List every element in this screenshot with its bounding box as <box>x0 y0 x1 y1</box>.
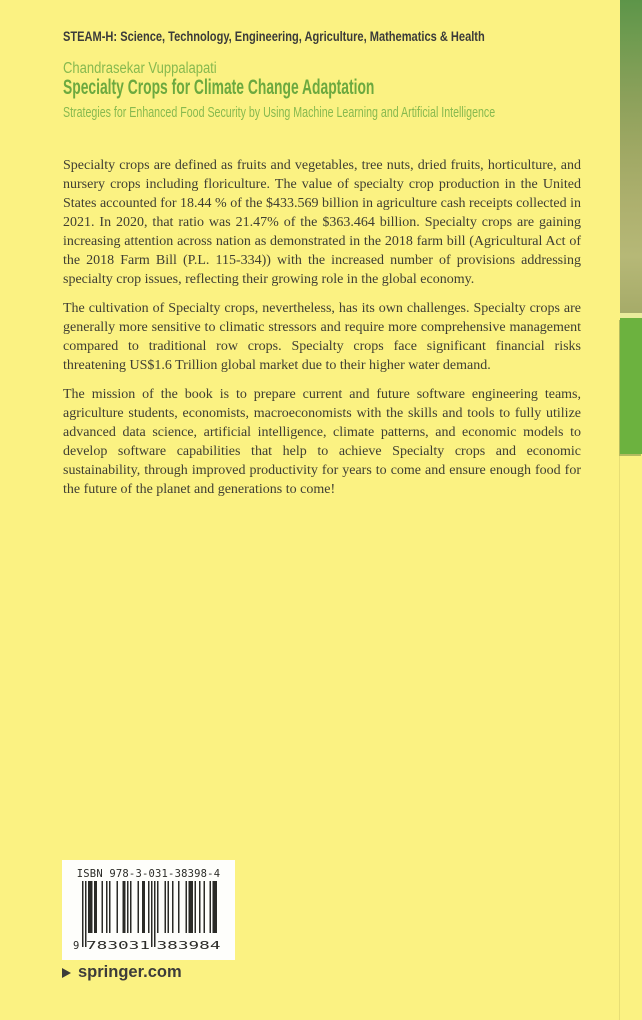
svg-text:383984: 383984 <box>156 940 221 951</box>
svg-text:783031: 783031 <box>86 940 150 951</box>
cover-fold-line <box>619 454 620 1020</box>
publisher-url: springer.com <box>78 963 182 981</box>
ean13-barcode <box>62 881 235 951</box>
svg-text:9: 9 <box>73 940 80 951</box>
publisher-footer <box>62 963 182 982</box>
description-paragraph: The cultivation of Specialty crops, nevertheless, has its own challenges. Specialty crops are generally more sensitive to climatic stressors and require more comprehensive management compared to traditional row crops. Specialty crops face significant financial risks threatening US$1.6 Trillion global market due to their higher water demand. <box>63 301 581 373</box>
book-subtitle: Strategies for Enhanced Food Security by Using Machine Learning and Artificial Intelligence <box>63 104 496 121</box>
triangle-bullet-icon <box>62 968 71 978</box>
series-color-block <box>620 318 642 454</box>
back-cover-description <box>63 156 581 509</box>
book-title: Specialty Crops for Climate Change Adaptation <box>63 76 375 99</box>
series-title: STEAM-H: Science, Technology, Engineering, Agriculture, Mathematics & Health <box>63 29 485 44</box>
author-name: Chandrasekar Vuppalapati <box>63 60 217 77</box>
isbn-number: ISBN 978-3-031-38398-4 <box>76 868 221 880</box>
cover-edge-gradient <box>620 0 642 313</box>
description-paragraph: Specialty crops are defined as fruits and vegetables, tree nuts, dried fruits, horticulture, and nursery crops including floriculture. The value of specialty crop production in the United States accounted for 18.44 % of the $433.569 billion in agriculture cash receipts collected in 2021. In 2020, that ratio was 21.47% of the $363.464 billion. Specialty crops are gaining increasing attention across nation as demonstrated in the 2018 farm bill (Agricultural Act of the 2018 Farm Bill (P.L. 115-334)) with the increased number of provisions addressing specialty crop issues, reflecting their growing role in the global economy. <box>63 158 581 287</box>
description-paragraph: The mission of the book is to prepare current and future software engineering teams, agriculture students, economists, macroeconomists with the skills and tools to fully utilize advanced data science, artificial intelligence, climate patterns, and economic models to develop software capabilities that help to achieve Specialty crops and economic sustainability, through improved productivity for years to come and ensure enough food for the future of the planet and generations to come! <box>63 387 581 497</box>
isbn-barcode-panel <box>62 860 235 960</box>
